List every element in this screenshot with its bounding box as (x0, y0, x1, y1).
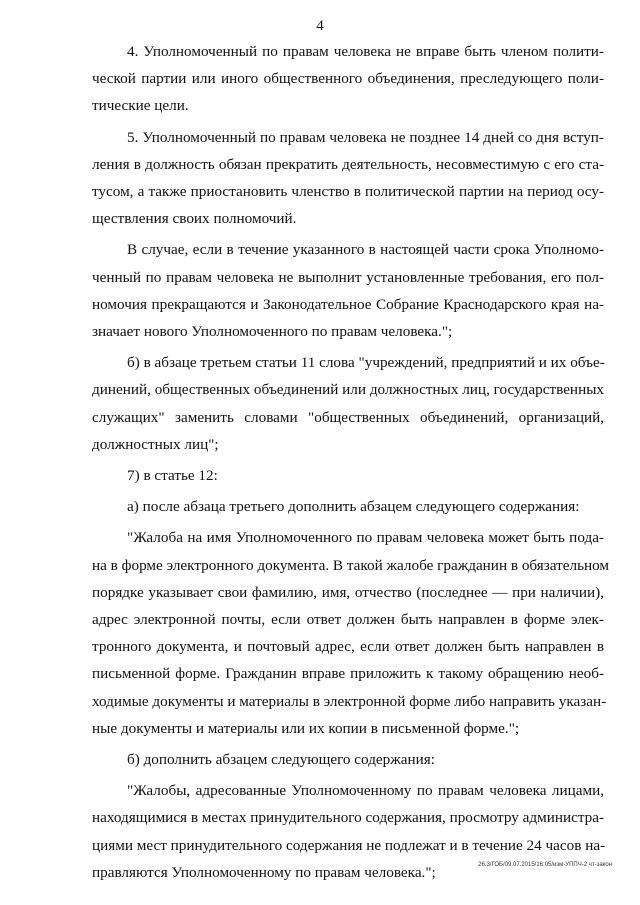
paragraph-line: 5. Уполномоченный по правам человека не позднее 14 дней со дня вступ- (127, 128, 604, 146)
paragraph (92, 746, 604, 773)
paragraph (92, 124, 604, 233)
paragraph-line: тусом, а также приостановить членство в политической партии на период осу- (92, 183, 604, 201)
paragraph (92, 777, 604, 886)
paragraph-line: тронного документа, и почтовый адрес, если ответ должен быть направлен в (92, 638, 604, 656)
paragraph-line: служащих" заменить словами "общественных объединений, организаций, (92, 408, 604, 426)
paragraph-line: письменной форме. Гражданин вправе приложить к такому обращению необ- (92, 665, 604, 683)
paragraph-line: ления в должность обязан прекратить деятельность, несовместимую с его ста- (92, 155, 604, 173)
paragraph-line: адрес электронной почты, если ответ должен быть направлен в форме элек- (92, 611, 604, 629)
paragraph-line: динений, общественных объединений или должностных лиц, государственных (92, 381, 604, 399)
paragraph-line: б) дополнить абзацем следующего содержания: (127, 751, 435, 769)
paragraph-line: находящимися в местах принудительного содержания, просмотру администра- (92, 809, 605, 827)
paragraph-line: номочия прекращаются и Законодательное Собрание Краснодарского края на- (92, 295, 604, 313)
paragraph-line: значает нового Уполномоченного по правам человека."; (92, 323, 453, 341)
paragraph-line: тические цели. (92, 97, 189, 115)
paragraph (92, 524, 610, 742)
paragraph (92, 236, 604, 345)
paragraph-line: 4. Уполномоченный по правам человека не вправе быть членом полити- (127, 43, 604, 60)
paragraph-line: ходимые документы и материалы в электронной форме либо направить указан- (92, 692, 607, 710)
paragraph-line: б) в абзаце третьем статьи 11 слова "учреждений, предприятий и их объе- (127, 354, 605, 372)
paragraph-line: "Жалобы, адресованные Уполномоченному по правам человека лицами, (127, 782, 604, 800)
paragraph (92, 462, 604, 489)
paragraph-line: 7) в статье 12: (127, 467, 218, 485)
document-footer-code: 26.3/ГОБ/09.07.2015/16:05/изм-УППЧ-2 чт-закон (478, 862, 612, 868)
paragraph (92, 38, 604, 120)
paragraph-line: ческой партии или иного общественного объединения, преследующего поли- (92, 70, 604, 88)
paragraph-line: В случае, если в течение указанного в настоящей части срока Уполномо- (127, 241, 604, 259)
paragraph-line: а) после абзаца третьего дополнить абзацем следующего содержания: (127, 498, 580, 516)
paragraph-line: "Жалоба на имя Уполномоченного по правам человека может быть пода- (127, 529, 604, 547)
paragraph (92, 349, 604, 458)
paragraph-line: на в форме электронного документа. В такой жалобе гражданин в обязательном (92, 556, 610, 574)
paragraph-line: ченный по правам человека не выполнит установленные требования, его пол- (92, 268, 604, 286)
document-body (92, 38, 610, 890)
page-number: 4 (316, 18, 324, 34)
paragraph-line: порядке указывает свои фамилию, имя, отчество (последнее — при наличии), (92, 583, 604, 601)
paragraph-line: должностных лиц"; (92, 435, 219, 453)
paragraph (92, 493, 604, 520)
paragraph-line: ные документы и материалы или их копии в письменной форме."; (92, 719, 520, 737)
paragraph-line: циями мест принудительного содержания не подлежат и в течение 24 часов на- (92, 836, 606, 854)
paragraph-line: ществления своих полномочий. (92, 210, 297, 228)
paragraph-line: правляются Уполномоченному по правам человека."; (92, 863, 436, 881)
